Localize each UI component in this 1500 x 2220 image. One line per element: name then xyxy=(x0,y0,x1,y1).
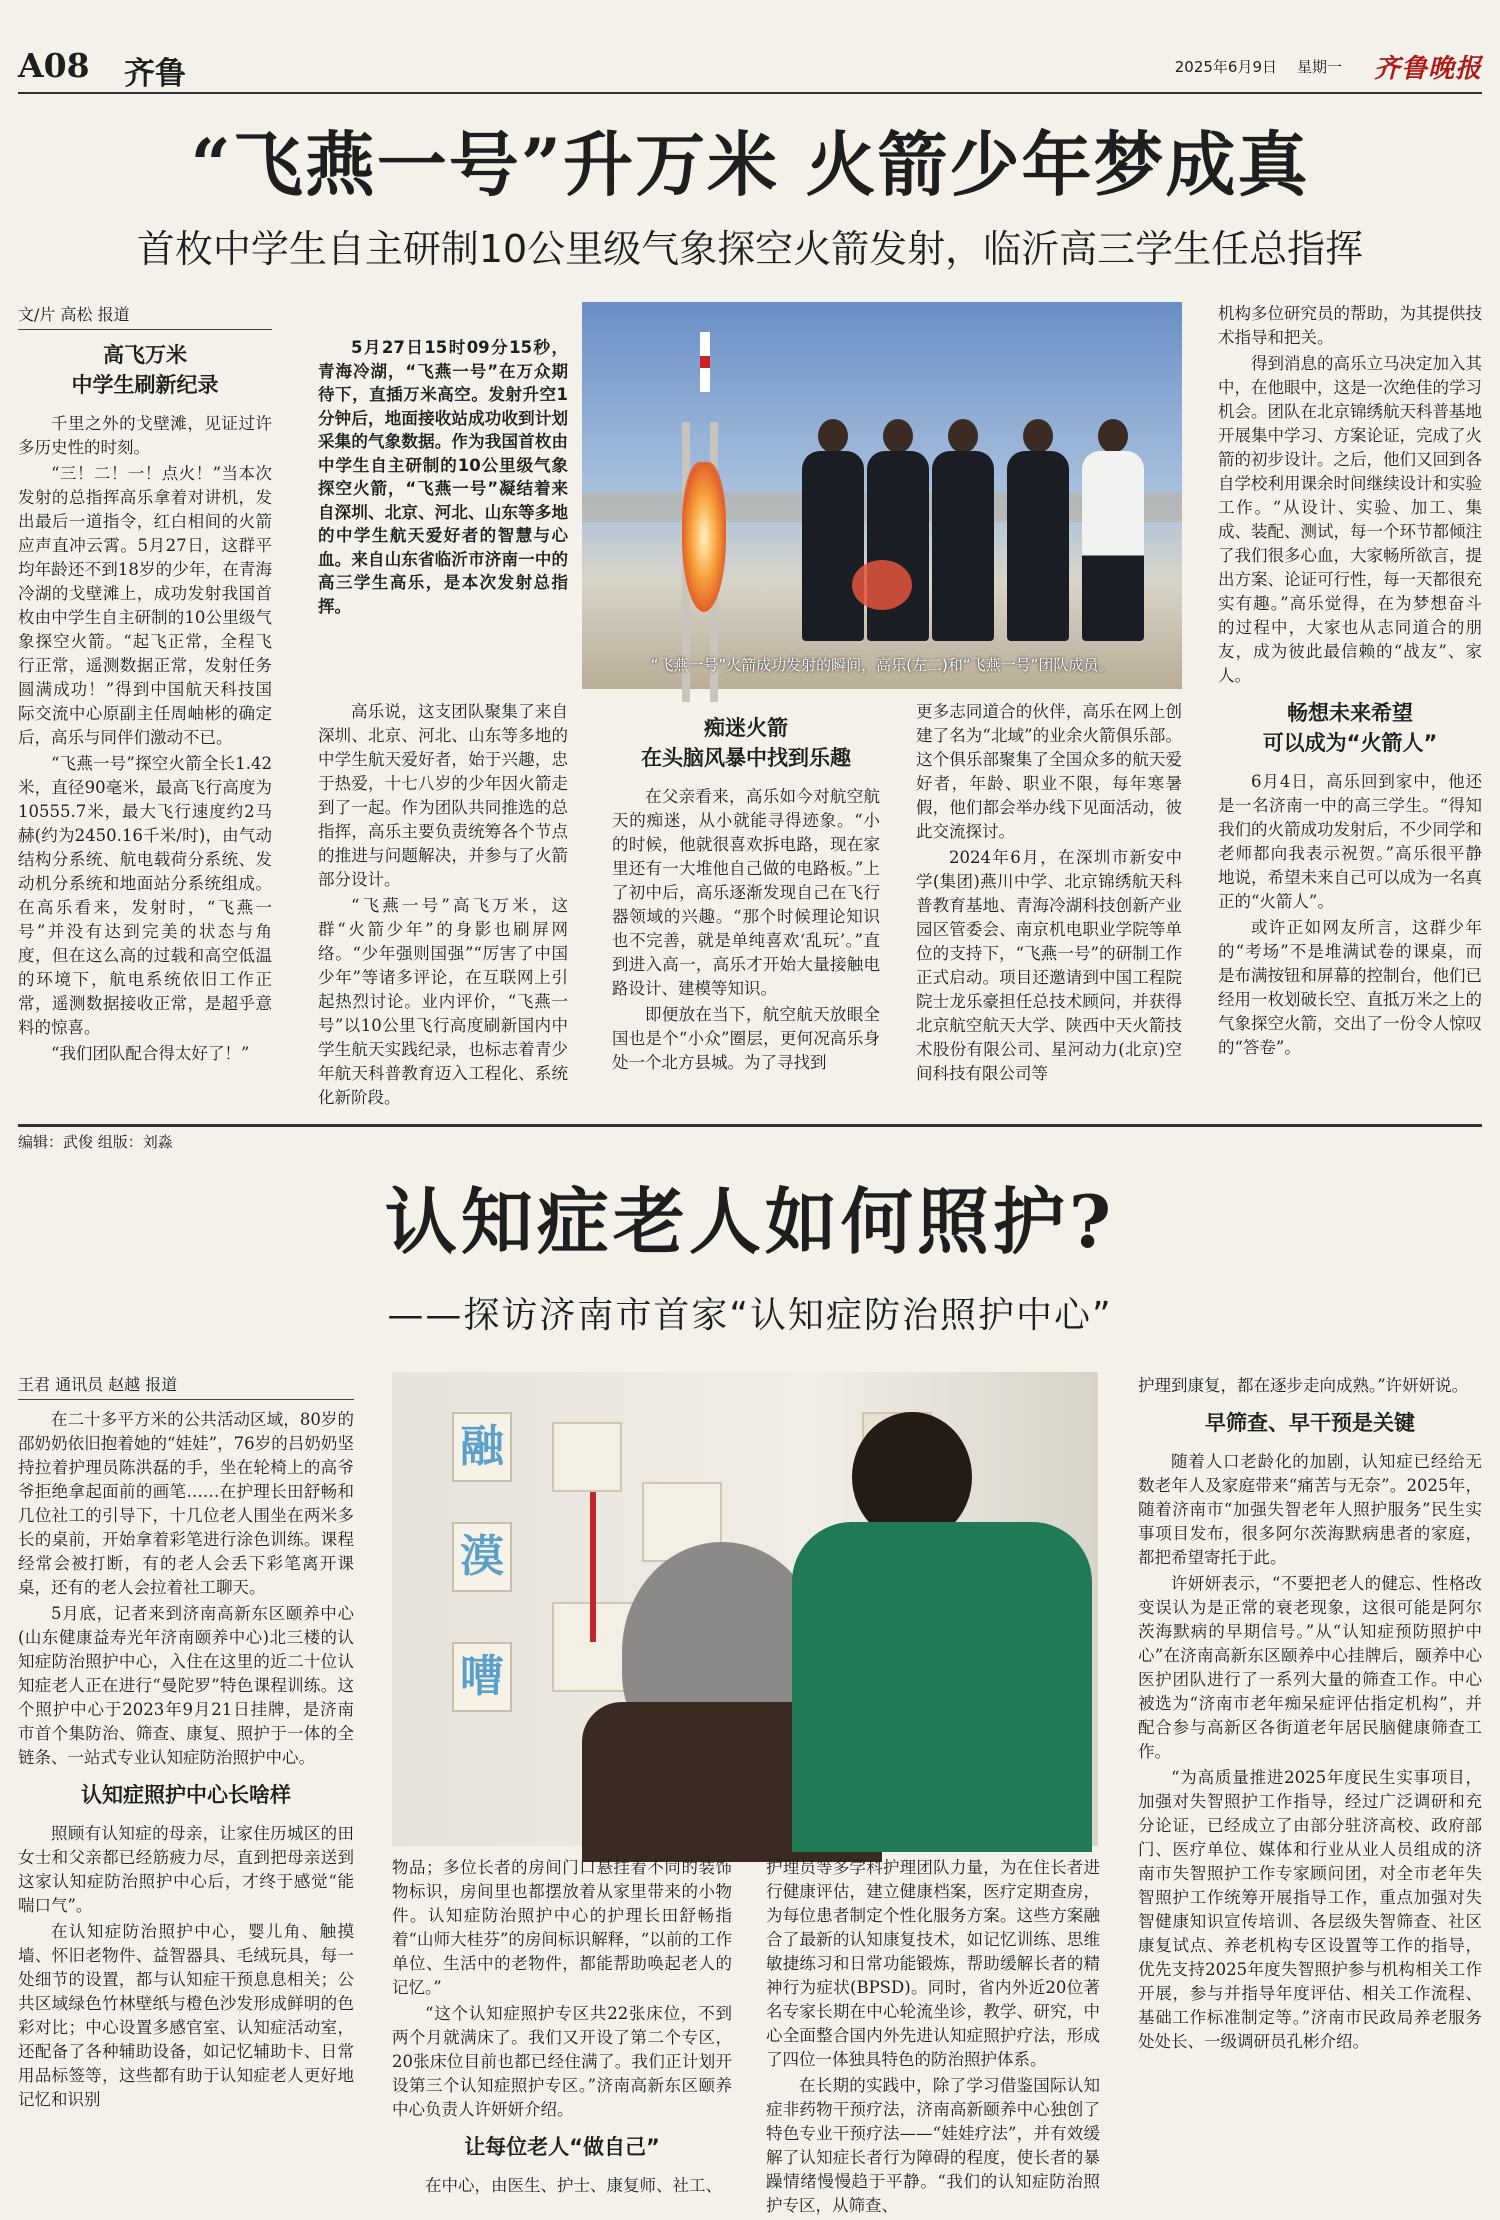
story1-section-heading-1: 高飞万米 中学生刷新纪录 xyxy=(71,343,219,397)
paragraph: 照顾有认知症的母亲，让家住历城区的田女士和父亲都已经筋疲力尽，直到把母亲送到这家认知症防治照护中心后，才终于感觉“能喘口气”。 xyxy=(18,1824,354,1915)
paragraph: 即便放在当下，航空航天放眼全国也是个“小众”圈层，更何况高乐身处一个北方县城。为了寻找到 xyxy=(612,1005,880,1072)
paragraph: “这个认知症照护专区共22张床位，不到两个月就满床了。我们又开设了第二个专区，20张床位目前也都已经住满了。我们正计划开设第三个认知症照护专区。”济南高新东区颐养中心负责人许妍妍介绍。 xyxy=(392,2004,732,2119)
rocket-exhaust-flame xyxy=(682,462,726,612)
paragraph: “三！二！一！点火！”当本次发射的总指挥高乐拿着对讲机，发出最后一道指令，红白相间的火箭应声直冲云霄。5月27日，这群平均年龄还不到18岁的少年，在青海冷湖的戈壁滩上，成功发射我国首枚由中学生自主研制的10公里级气象探空火箭。“起飞正常，全程飞行正常，遥测数据正常，发射任务圆满成功！”得到中国航天科技国际交流中心原副主任周岫彬的确定后，高乐与同伴们激动不已。 xyxy=(18,464,272,747)
paragraph: 护理到康复，都在逐步走向成熟。”许妍妍说。 xyxy=(1138,1376,1469,1395)
story2-headline: 认知症老人如何照护? xyxy=(384,1179,1116,1264)
paragraph: 6月4日，高乐回到家中，他还是一名济南一中的高三学生。“得知我们的火箭成功发射后，不少同学和老师都向我表示祝贺。”高乐很平静地说，希望未来自己可以成为一名真正的“火箭人”。 xyxy=(1218,772,1482,911)
story2-section-heading-2: 让每位老人“做自己” xyxy=(464,2135,660,2159)
team-member xyxy=(1007,419,1069,639)
section-name: 齐鲁 xyxy=(124,56,186,92)
story1-section-heading-3: 畅想未来希望 可以成为“火箭人” xyxy=(1262,701,1438,755)
paragraph: “飞燕一号”探空火箭全长1.42米，直径90毫米，最高飞行高度为10555.7米，最大飞行速度约2马赫(约为2450.16千米/时)，由气动结构分系统、航电载荷分系统、发动机分系统和地面站分系统组成。在高乐看来，发射时，“飞燕一号”并没有达到完美的状态与角度，但在这么高的过载和高空低温的环境下，航电系统依旧工作正常，遥测数据接收正常，是超乎意料的惊喜。 xyxy=(18,754,272,1037)
paragraph: 或许正如网友所言，这群少年的“考场”不是堆满试卷的课桌，而是布满按钮和屏幕的控制台，他们已经用一枚划破长空、直抵万米之上的气象探空火箭，交出了一份令人惊叹的“答卷”。 xyxy=(1218,918,1482,1057)
story2-column-2 xyxy=(392,1856,732,2200)
paragraph: “飞燕一号”高飞万米，这群“火箭少年”的身影也刷屏网络。“少年强则国强”“厉害了中国少年”等诸多评论，在互联网上引起热烈讨论。业内评价，“飞燕一号”以10公里飞行高度刷新国内中学生航天实践纪录，也标志着青少年航天科普教育迈入工程化、系统化新阶段。 xyxy=(318,896,568,1107)
photo1-caption: “飞燕一号”火箭成功发射的瞬间，高乐(左二)和“飞燕一号”团队成员。 xyxy=(650,656,1114,674)
chinese-knot-tassel xyxy=(590,1492,596,1642)
paragraph: 护理员等多学科护理团队力量，为在住长者进行健康评估，建立健康档案，医疗定期查房，为每位患者制定个性化服务方案。这些方案融合了最新的认知康复技术，如记忆训练、思维敏捷练习和日常功能锻炼，帮助缓解长者的精神行为症状(BPSD)。同时，省内外近20位著名专家长期在中心轮流坐诊，教学、研究，中心全面整合国内外先进认知症照护疗法，形成了四位一体独具特色的防治照护体系。 xyxy=(766,1858,1100,2069)
team-member xyxy=(1082,419,1144,639)
team-member xyxy=(932,419,994,639)
story1-byline: 文/片 高松 报道 xyxy=(18,302,272,330)
story2-section-heading-1: 认知症照护中心长啥样 xyxy=(81,1783,291,1807)
paper-logo: 齐鲁晚报 xyxy=(1373,54,1482,84)
paragraph: 许妍妍表示，“不要把老人的健忘、性格改变误认为是正常的衰老现象，这很可能是阿尔茨海默病的早期信号。”从“认知症预防照护中心”在济南高新东区颐养中心挂牌后，颐养中心医护团队进行了一系列大量的筛查工作。中心被选为“济南市老年痴呆症评估指定机构”，并配合参与高新区各街道老年居民脑健康筛查工作。 xyxy=(1138,1574,1482,1761)
paragraph: 机构多位研究员的帮助，为其提供技术指导和把关。 xyxy=(1218,304,1482,347)
paragraph: 5月底，记者来到济南高新东区颐养中心(山东健康益寿光年济南颐养中心)北三楼的认知症防治照护中心，入住在这里的近二十位认知症老人正在进行“曼陀罗”特色课程训练。这个照护中心于2023年9月21日挂牌，是济南市首个集防治、筛查、康复、照护于一体的全链条、一站式专业认知症防治照护中心。 xyxy=(18,1604,354,1767)
story1-lead-box: 5月27日15时09分15秒，青海冷湖，“飞燕一号”在万众期待下，直插万米高空。发射升空1分钟后，地面接收站成功收到计划采集的气象数据。作为我国首枚由中学生自主研制的10公里级气象探空火箭，“飞燕一号”凝结着来自深圳、北京、河北、山东等多地的中学生航天爱好者的智慧与心血。来自山东省临沂市济南一中的高三学生高乐，是本次发射总指挥。 xyxy=(318,338,568,616)
care-center-photo xyxy=(392,1372,1098,1846)
editor-credits: 编辑：武俊 组版：刘淼 xyxy=(18,1124,1482,1152)
wall-character-tile: 嘈 xyxy=(452,1642,512,1712)
paragraph: “我们团队配合得太好了！” xyxy=(51,1044,250,1063)
story2-column-1 xyxy=(18,1372,354,2114)
paragraph: 在认知症防治照护中心，婴儿角、触摸墙、怀旧老物件、益智器具、毛绒玩具，每一处细节的设置，都与认知症干预息息相关；公共区域绿色竹林壁纸与橙色沙发形成鲜明的色彩对比；中心设置多感官室、认知症活动室，还配备了各种辅助设备，如记忆辅助卡、日常用品标签等，这些都有助于认知症老人更好地记忆和识别 xyxy=(18,1922,354,2109)
paragraph: 千里之外的戈壁滩，见证过许多历史性的时刻。 xyxy=(18,414,272,457)
paragraph: 在中心，由医生、护士、康复师、社工、 xyxy=(425,2176,722,2195)
paragraph: 在长期的实践中，除了学习借鉴国际认知症非药物干预疗法，济南高新颐养中心独创了特色专业干预疗法——“娃娃疗法”，并有效缓解了认知症长者行为障碍的程度，使长者的暴躁情绪慢慢趋于平静。“我们的认知症防治照护专区，从筛查、 xyxy=(766,2076,1100,2215)
page-number: A08 xyxy=(18,46,90,85)
paragraph: 在父亲看来，高乐如今对航空航天的痴迷，从小就能寻得迹象。“小的时候，他就很喜欢拆电路，现在家里还有一大堆他自己做的电路板。”上了初中后，高乐逐渐发现自己在飞行器领域的兴趣。“那个时候理论知识也不完善，就是单纯喜欢‘乱玩’。”直到进入高一，高乐才开始大量接触电路设计、建模等知识。 xyxy=(612,787,880,998)
story1-column-4 xyxy=(916,700,1182,1088)
parachute xyxy=(852,560,912,610)
story2-byline: 王君 通讯员 赵越 报道 xyxy=(18,1372,354,1400)
masthead xyxy=(18,44,1482,94)
issue-date: 2025年6月9日 xyxy=(1174,58,1277,76)
story1-column-3 xyxy=(612,705,880,1077)
story1-column-2 xyxy=(318,700,568,1112)
story2-section-heading-3: 早筛查、早干预是关键 xyxy=(1205,1411,1415,1435)
wall-craft-tile xyxy=(552,1422,622,1492)
caregiver-green-uniform xyxy=(792,1522,1092,1852)
paragraph: “为高质量推进2025年度民生实事项目，加强对失智照护工作指导，经过广泛调研和充分论证，已经成立了由部分驻济高校、政府部门、医疗单位、媒体和行业从业人员组成的济南市失智照护工作专家顾问团，对全市老年失智照护工作统筹开展指导工作，重点加强对失智健康知识宣传培训、各层级失智筛查、社区康复试点、养老机构专区设置等工作的指导，优先支持2025年度失智照护参与机构相关工作开展，参与并指导年度评估、相关工作流程、基础工作标准制定等。”济南市民政局养老服务处处长、一级调研员孔彬介绍。 xyxy=(1138,1768,1482,2051)
paragraph: 更多志同道合的伙伴，高乐在网上创建了名为“北域”的业余火箭俱乐部。这个俱乐部聚集了全国众多的航天爱好者，年龄、职业不限，每年寒暑假，他们都会举办线下见面活动，彼此交流探讨。 xyxy=(916,702,1182,841)
story1-column-1 xyxy=(18,302,272,1068)
story2-column-3 xyxy=(766,1856,1100,2220)
wall-character-tile: 融 xyxy=(452,1412,512,1482)
story2-subheadline: ——探访济南市首家“认知症防治照护中心” xyxy=(387,1295,1113,1336)
paragraph: 随着人口老龄化的加剧，认知症已经给无数老年人及家庭带来“痛苦与无奈”。2025年，随着济南市“加强失智老年人照护服务”民生实事项目发布，很多阿尔茨海默病患者的家庭，都把希望寄托于此。 xyxy=(1138,1452,1482,1567)
team-member xyxy=(802,419,864,639)
paragraph: 物品；多位长者的房间门口悬挂着不同的装饰物标识，房间里也都摆放着从家里带来的小物件。认知症防治照护中心的护理长田舒畅指着“山师大桂芬”的房间标识解释，“以前的工作单位、生活中的老物件，都能帮助唤起老人的记忆。” xyxy=(392,1858,732,1997)
wall-character-tile: 漠 xyxy=(452,1522,512,1592)
story1-subheadline: 首枚中学生自主研制10公里级气象探空火箭发射，临沂高三学生任总指挥 xyxy=(136,227,1364,271)
rocket-launch-photo xyxy=(582,302,1182,689)
issue-weekday: 星期一 xyxy=(1296,58,1342,76)
paragraph: 在二十多平方米的公共活动区域，80岁的邵奶奶依旧抱着她的“娃娃”，76岁的吕奶奶坚持拉着护理员陈洪磊的手，坐在轮椅上的高爷爷拒绝拿起面前的画笔……在护理长田舒畅和几位社工的引导下，十几位老人围坐在两米多长的桌前，开始拿着彩笔进行涂色训练。课程经常会被打断，有的老人会丢下彩笔离开课桌，还有的老人会拉着社工聊天。 xyxy=(18,1410,354,1597)
story1-column-5 xyxy=(1218,302,1482,1062)
story1-headline: “飞燕一号”升万米 火箭少年梦成真 xyxy=(190,123,1310,206)
rocket-body xyxy=(700,332,710,392)
paragraph: 2024年6月，在深圳市新安中学(集团)燕川中学、北京锦绣航天科普教育基地、青海冷湖科技创新产业园区管委会、南京机电职业学院等单位的支持下，“飞燕一号”的研制工作正式启动。项目还邀请到中国工程院院士龙乐豪担任总技术顾问，并获得北京航空航天大学、陕西中天火箭技术股份有限公司、星河动力(北京)空间科技有限公司等 xyxy=(916,848,1182,1083)
paragraph: 高乐说，这支团队聚集了来自深圳、北京、河北、山东等多地的中学生航天爱好者，始于兴趣，忠于热爱，十七八岁的少年因火箭走到了一起。作为团队共同推选的总指挥，高乐主要负责统筹各个节点的推进与问题解决，并参与了火箭部分设计。 xyxy=(318,702,568,889)
paragraph: 得到消息的高乐立马决定加入其中，在他眼中，这是一次绝佳的学习机会。团队在北京锦绣航天科普基地开展集中学习、方案论证，完成了火箭的初步设计。之后，他们又回到各自学校利用课余时间继续设计和实验工作。“从设计、实验、加工、集成、装配、测试，每一个环节都倾注了我们很多心血，大家畅所欲言，提出方案、论证可行性，每一天都很充实有趣。”高乐觉得，在为梦想奋斗的过程中，大家也从志同道合的朋友，成为彼此最信赖的“战友”、家人。 xyxy=(1218,354,1482,685)
story1-section-heading-2: 痴迷火箭 在头脑风暴中找到乐趣 xyxy=(641,716,851,770)
story2-column-4 xyxy=(1138,1374,1482,2056)
